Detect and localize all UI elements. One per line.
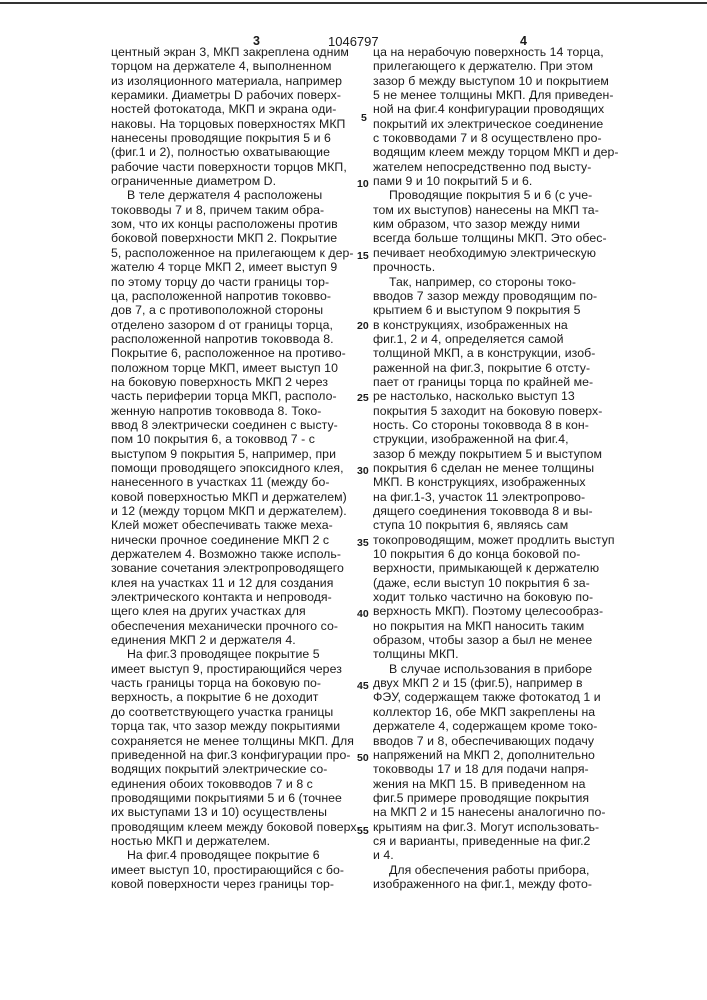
text-line: зом, что их концы расположены против — [111, 217, 361, 231]
text-line: том их выступов) нанесены на МКП та- — [373, 203, 619, 217]
text-line: фиг.1, 2 и 4, определяется самой — [373, 332, 619, 346]
text-line: пами 9 и 10 покрытий 5 и 6. — [373, 174, 619, 188]
text-line: проводящим клеем между боковой поверх- — [111, 820, 361, 834]
text-line: жения на МКП 15. В приведенном на — [373, 777, 619, 791]
text-line: торцом на держателе 4, выполненном — [111, 59, 361, 73]
right-column — [373, 45, 619, 891]
text-line: зование сочетания электропроводящего — [111, 561, 361, 575]
text-line: струкции, изображенной на фиг.4, — [373, 432, 619, 446]
text-line: дящего соединения токоввода 8 и вы- — [373, 504, 619, 518]
text-line: жателю 4 торце МКП 2, имеет выступ 9 — [111, 260, 361, 274]
text-line: ФЭУ, содержащем также фотокатод 1 и — [373, 690, 619, 704]
text-line: верхность МКП). Поэтому целесообраз- — [373, 604, 619, 618]
text-line: сохраняется не менее толщины МКП. Для — [111, 734, 361, 748]
text-line: ким образом, что зазор между ними — [373, 217, 619, 231]
text-line: из изоляционного материала, например — [111, 74, 361, 88]
text-line: изображенного на фиг.1, между фото- — [373, 877, 619, 891]
text-line: печивает необходимую электрическую — [373, 246, 619, 260]
text-line: ца, расположенной напротив токовво- — [111, 289, 361, 303]
text-line: образом, чтобы зазор a был не менее — [373, 633, 619, 647]
text-line: нанесены проводящие покрытия 5 и 6 — [111, 131, 361, 145]
text-line: рабочие части поверхности торцов МКП, — [111, 160, 361, 174]
text-line: пает от границы торца по крайней ме- — [373, 375, 619, 389]
text-line: зазор б между выступом 10 и покрытием — [373, 74, 619, 88]
text-line: щего клея на других участках для — [111, 604, 361, 618]
text-line: прочность. — [373, 260, 619, 274]
line-number: 50 — [357, 752, 369, 764]
text-line: коллектор 16, обе МКП закреплены на — [373, 705, 619, 719]
text-line: часть границы торца на боковую по- — [111, 676, 361, 690]
text-line: верхность, а покрытие 6 не доходит — [111, 690, 361, 704]
text-line: (даже, если выступ 10 покрытия 6 за- — [373, 576, 619, 590]
text-line: с токовводами 7 и 8 осуществлено про- — [373, 131, 619, 145]
text-line: дов 7, а с противоположной стороны — [111, 303, 361, 317]
text-line: прилегающего к держателю. При этом — [373, 59, 619, 73]
text-line: торца так, что зазор между покрытиями — [111, 719, 361, 733]
text-line: единения МКП 2 и держателя 4. — [111, 633, 361, 647]
text-line: МКП. В конструкциях, изображенных — [373, 475, 619, 489]
text-line: На фиг.4 проводящее покрытие 6 — [111, 848, 361, 862]
text-line: их выступами 13 и 10) осуществлены — [111, 805, 361, 819]
line-number: 25 — [357, 392, 369, 404]
line-number: 35 — [357, 537, 369, 549]
text-line: положном торце МКП, имеет выступ 10 — [111, 361, 361, 375]
text-line: толщиной МКП, а в конструкции, изоб- — [373, 346, 619, 360]
text-line: раженной на фиг.3, покрытие 6 отсту- — [373, 361, 619, 375]
text-line: и 4. — [373, 848, 619, 862]
text-line: по этому торцу до части границы тор- — [111, 275, 361, 289]
text-line: покрытия 5 заходит на боковую поверх- — [373, 404, 619, 418]
text-line: на боковую поверхность МКП 2 через — [111, 375, 361, 389]
text-line: ходит только частично на боковую по- — [373, 590, 619, 604]
text-line: держателе 4, содержащем кроме токо- — [373, 719, 619, 733]
text-line: на МКП 2 и 15 нанесены аналогично по- — [373, 805, 619, 819]
text-line: керамики. Диаметры D рабочих поверх- — [111, 88, 361, 102]
text-line: зазор б между покрытием 5 и выступом — [373, 447, 619, 461]
text-line: Клей может обеспечивать также меха- — [111, 518, 361, 532]
text-line: всегда больше толщины МКП. Это обес- — [373, 231, 619, 245]
text-line: нически прочное соединение МКП 2 с — [111, 533, 361, 547]
text-line: пом 10 покрытия 6, а токоввод 7 - с — [111, 432, 361, 446]
text-line: На фиг.3 проводящее покрытие 5 — [111, 647, 361, 661]
text-line: вводов 7 и 8, обеспечивающих подачу — [373, 734, 619, 748]
text-line: водящим клеем между торцом МКП и дер- — [373, 145, 619, 159]
page-number-left: 3 — [253, 34, 260, 48]
text-line: напряжений на МКП 2, дополнительно — [373, 748, 619, 762]
text-line: имеет выступ 9, простирающийся через — [111, 662, 361, 676]
text-line: но покрытия на МКП наносить таким — [373, 619, 619, 633]
line-number: 30 — [357, 465, 369, 477]
text-line: проводящими покрытиями 5 и 6 (точнее — [111, 791, 361, 805]
text-line: ца на нерабочую поверхность 14 торца, — [373, 45, 619, 59]
text-line: и 12 (между торцом МКП и держателем). — [111, 504, 361, 518]
text-line: Для обеспечения работы прибора, — [373, 863, 619, 877]
text-line: наковы. На торцовых поверхностях МКП — [111, 117, 361, 131]
text-line: центный экран 3, МКП закреплена одним — [111, 45, 361, 59]
text-line: вводов 7 зазор между проводящим по- — [373, 289, 619, 303]
text-line: покрытия 6 сделан не менее толщины — [373, 461, 619, 475]
text-line: жателем непосредственно под высту- — [373, 160, 619, 174]
text-line: держателем 4. Возможно также исполь- — [111, 547, 361, 561]
text-line: ся и варианты, приведенные на фиг.2 — [373, 834, 619, 848]
line-number: 45 — [357, 680, 369, 692]
text-line: крытием 6 и выступом 9 покрытия 5 — [373, 303, 619, 317]
text-line: выступом 9 покрытия 5, например, при — [111, 447, 361, 461]
text-line: приведенной на фиг.3 конфигурации про- — [111, 748, 361, 762]
text-line: 5 не менее толщины МКП. Для приведен- — [373, 88, 619, 102]
text-line: ступа 10 покрытия 6, являясь сам — [373, 518, 619, 532]
text-line: 10 покрытия 6 до конца боковой по- — [373, 547, 619, 561]
patent-number: 1046797 — [328, 34, 379, 49]
text-line: отделено зазором d от границы торца, — [111, 318, 361, 332]
text-line: ной на фиг.4 конфигурации проводящих — [373, 102, 619, 116]
text-line: двух МКП 2 и 15 (фиг.5), например в — [373, 676, 619, 690]
text-line: ввод 8 электрически соединен с высту- — [111, 418, 361, 432]
text-line: крытиям на фиг.3. Могут использовать- — [373, 820, 619, 834]
page-number-right: 4 — [520, 34, 527, 48]
text-line: токовводы 17 и 18 для подачи напря- — [373, 762, 619, 776]
text-line: ностью МКП и держателем. — [111, 834, 361, 848]
text-line: верхности, примыкающей к держателю — [373, 561, 619, 575]
text-line: ковой поверхностью МКП и держателем) — [111, 490, 361, 504]
text-line: токовводы 7 и 8, причем таким обра- — [111, 203, 361, 217]
text-line: часть периферии торца МКП, располо- — [111, 389, 361, 403]
text-line: ностей фотокатода, МКП и экрана оди- — [111, 102, 361, 116]
text-line: Проводящие покрытия 5 и 6 (с уче- — [373, 188, 619, 202]
line-number: 20 — [357, 320, 369, 332]
text-line: на фиг.1-3, участок 11 электропрово- — [373, 490, 619, 504]
text-line: 5, расположенное на прилегающем к дер- — [111, 246, 361, 260]
line-number: 55 — [357, 825, 369, 837]
text-line: клея на участках 11 и 12 для создания — [111, 576, 361, 590]
text-line: (фиг.1 и 2), полностью охватывающие — [111, 145, 361, 159]
text-line: боковой поверхности МКП 2. Покрытие — [111, 231, 361, 245]
text-line: фиг.5 примере проводящие покрытия — [373, 791, 619, 805]
text-line: имеет выступ 10, простирающийся с бо- — [111, 863, 361, 877]
text-line: ность. Со стороны токоввода 8 в кон- — [373, 418, 619, 432]
text-line: токопроводящим, может продлить выступ — [373, 533, 619, 547]
line-number: 5 — [361, 112, 367, 124]
top-rule — [0, 2, 707, 4]
text-line: В случае использования в приборе — [373, 662, 619, 676]
text-line: В теле держателя 4 расположены — [111, 188, 361, 202]
line-number: 40 — [357, 608, 369, 620]
text-line: обеспечения механически прочного со- — [111, 619, 361, 633]
text-line: толщины МКП. — [373, 647, 619, 661]
text-line: покрытий их электрическое соединение — [373, 117, 619, 131]
left-column — [111, 45, 361, 891]
text-line: в конструкциях, изображенных на — [373, 318, 619, 332]
line-number: 15 — [357, 250, 369, 262]
text-line: ограниченные диаметром D. — [111, 174, 361, 188]
text-line: нанесенного в участках 11 (между бо- — [111, 475, 361, 489]
text-line: водящих покрытий электрические со- — [111, 762, 361, 776]
text-line: Так, например, со стороны токо- — [373, 275, 619, 289]
text-line: ковой поверхности через границы тор- — [111, 877, 361, 891]
text-line: расположенной напротив токоввода 8. — [111, 332, 361, 346]
text-line: единения обоих токовводов 7 и 8 с — [111, 777, 361, 791]
line-number: 10 — [357, 178, 369, 190]
text-line: до соответствующего участка границы — [111, 705, 361, 719]
text-line: электрического контакта и непроводя- — [111, 590, 361, 604]
text-line: женную напротив токоввода 8. Токо- — [111, 404, 361, 418]
text-line: ре настолько, насколько выступ 13 — [373, 389, 619, 403]
text-line: помощи проводящего эпоксидного клея, — [111, 461, 361, 475]
text-line: Покрытие 6, расположенное на противо- — [111, 346, 361, 360]
